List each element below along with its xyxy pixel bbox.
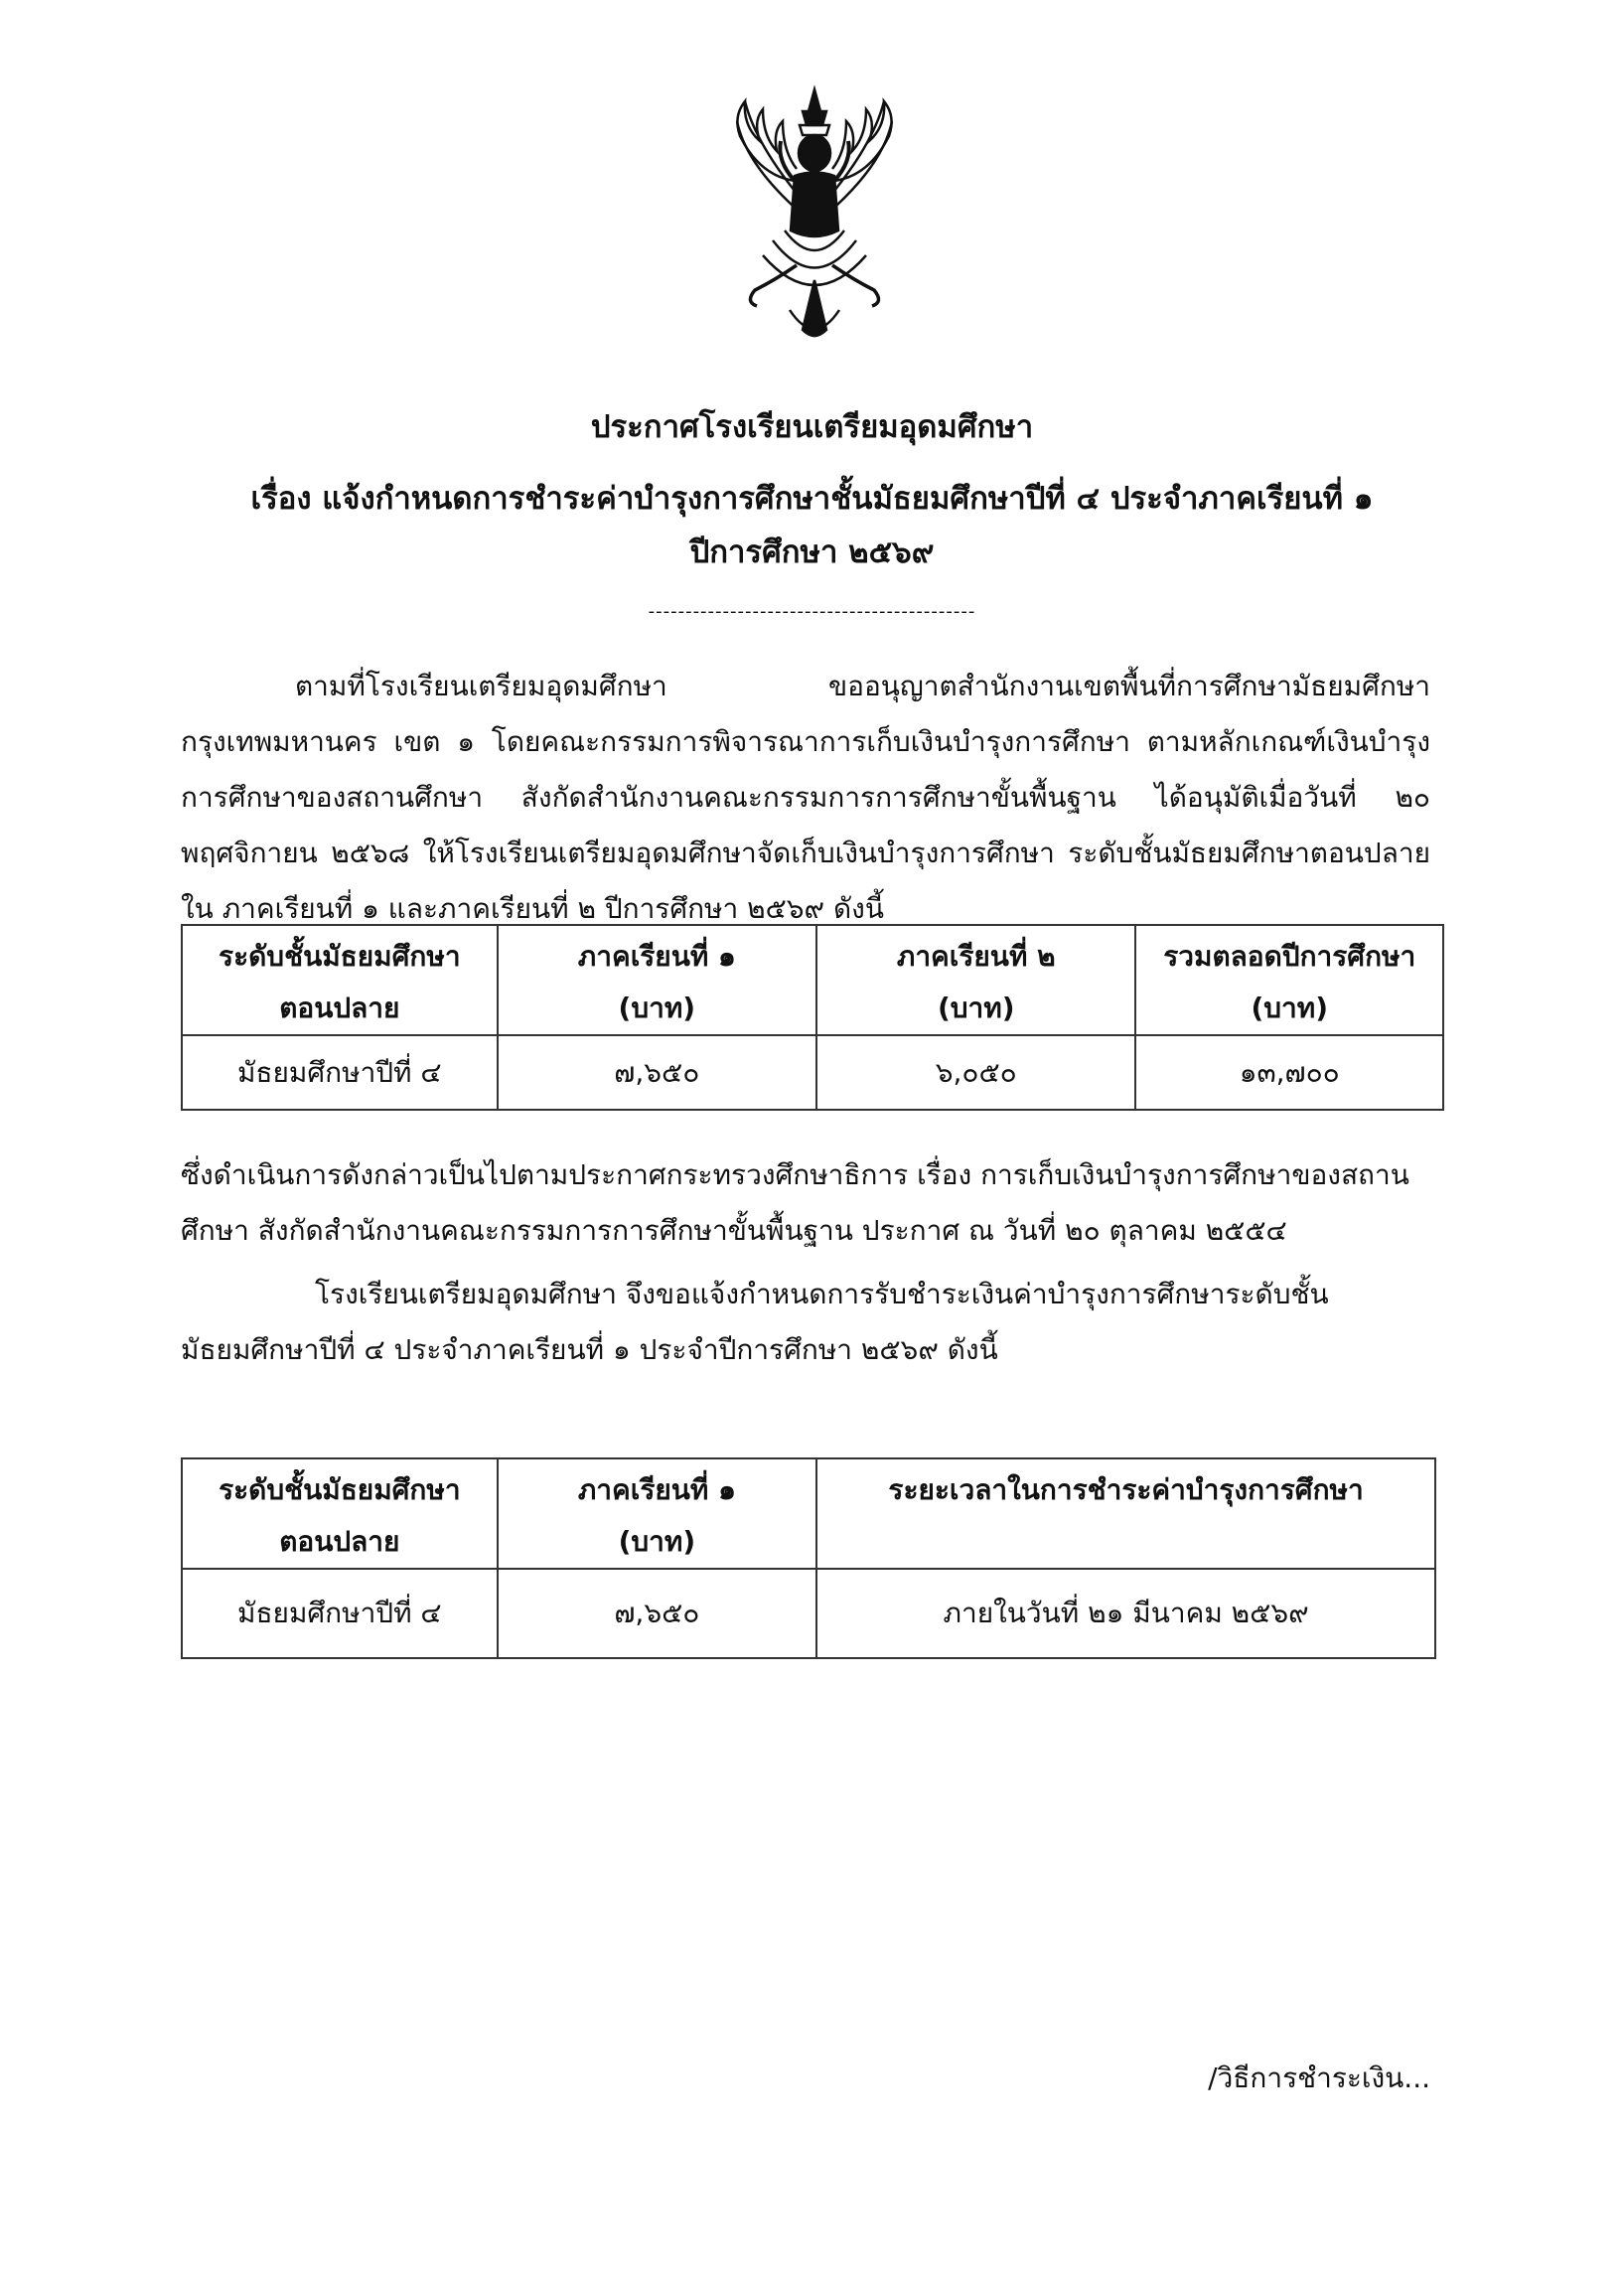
cell-total: ๑๓,๗๐๐: [1135, 1035, 1443, 1110]
header-total: รวมตลอดปีการศึกษา (บาท): [1135, 925, 1443, 1035]
table-row: [182, 1035, 1443, 1110]
header-deadline: ระยะเวลาในการชำระค่าบำรุงการศึกษา: [816, 1458, 1435, 1569]
header-term1: ภาคเรียนที่ ๑ (บาท): [498, 1458, 817, 1569]
cell-deadline: ภายในวันที่ ๒๑ มีนาคม ๒๕๖๙: [816, 1569, 1435, 1658]
paragraph-schedule: โรงเรียนเตรียมอุดมศึกษา จึงขอแจ้งกำหนดการรับชำระเงินค่าบำรุงการศึกษาระดับชั้นมัธยมศึกษาปีที่ ๔ ประจำภาคเรียนที่ ๑ ประจำปีการศึกษา ๒๕๖๙ ดังนี้: [181, 1278, 1329, 1366]
announcement-title: ประกาศโรงเรียนเตรียมอุดมศึกษา: [590, 409, 1034, 445]
continued-note: /วิธีการชำระเงิน...: [1208, 2062, 1430, 2094]
academic-year: ปีการศึกษา ๒๕๖๙: [689, 535, 935, 570]
header-term1: ภาคเรียนที่ ๑ (บาท): [498, 925, 816, 1035]
announcement-subject: เรื่อง แจ้งกำหนดการชำระค่าบำรุงการศึกษาชั้นมัธยมศึกษาปีที่ ๔ ประจำภาคเรียนที่ ๑: [250, 481, 1374, 517]
header-level: ระดับชั้นมัธยมศึกษา ตอนปลาย: [182, 1458, 498, 1569]
cell-term1: ๗,๖๕๐: [498, 1569, 817, 1658]
header-level: ระดับชั้นมัธยมศึกษา ตอนปลาย: [182, 925, 498, 1035]
cell-term2: ๖,๐๕๐: [816, 1035, 1135, 1110]
cell-level: มัธยมศึกษาปีที่ ๔: [182, 1569, 498, 1658]
paragraph-intro: ตามที่โรงเรียนเตรียมอุดมศึกษา ขออนุญาตสำนักงานเขตพื้นที่การศึกษามัธยมศึกษากรุงเทพมหานคร เขต ๑ โดยคณะกรรมการพิจารณาการเก็บเงินบำรุงการศึกษา ตามหลักเกณฑ์เงินบำรุงการศึกษาของสถานศึกษา สังกัดสำนักงานคณะกรรมการการศึกษาขั้นพื้นฐาน ได้อนุมัติเมื่อวันที่ ๒๐ พฤศจิกายน ๒๕๖๘ ให้โรงเรียนเตรียมอุดมศึกษาจัดเก็บเงินบำรุงการศึกษา ระดับชั้นมัธยมศึกษาตอนปลายใน ภาคเรียนที่ ๑ และภาคเรียนที่ ๒ ปีการศึกษา ๒๕๖๙ ดังนี้: [181, 670, 1430, 925]
fee-table: [181, 924, 1444, 1111]
header-term2: ภาคเรียนที่ ๒ (บาท): [816, 925, 1135, 1035]
cell-level: มัธยมศึกษาปีที่ ๔: [182, 1035, 498, 1110]
divider-line: --------------------------------------------: [648, 601, 976, 622]
table-row: [182, 1569, 1435, 1658]
payment-table: [181, 1457, 1436, 1659]
paragraph-regulation: ซึ่งดำเนินการดังกล่าวเป็นไปตามประกาศกระทรวงศึกษาธิการ เรื่อง การเก็บเงินบำรุงการศึกษาของสถานศึกษา สังกัดสำนักงานคณะกรรมการการศึกษาขั้นพื้นฐาน ประกาศ ณ วันที่ ๒๐ ตุลาคม ๒๕๕๔: [181, 1158, 1409, 1247]
cell-term1: ๗,๖๕๐: [498, 1035, 816, 1110]
garuda-emblem-icon: [715, 81, 914, 350]
